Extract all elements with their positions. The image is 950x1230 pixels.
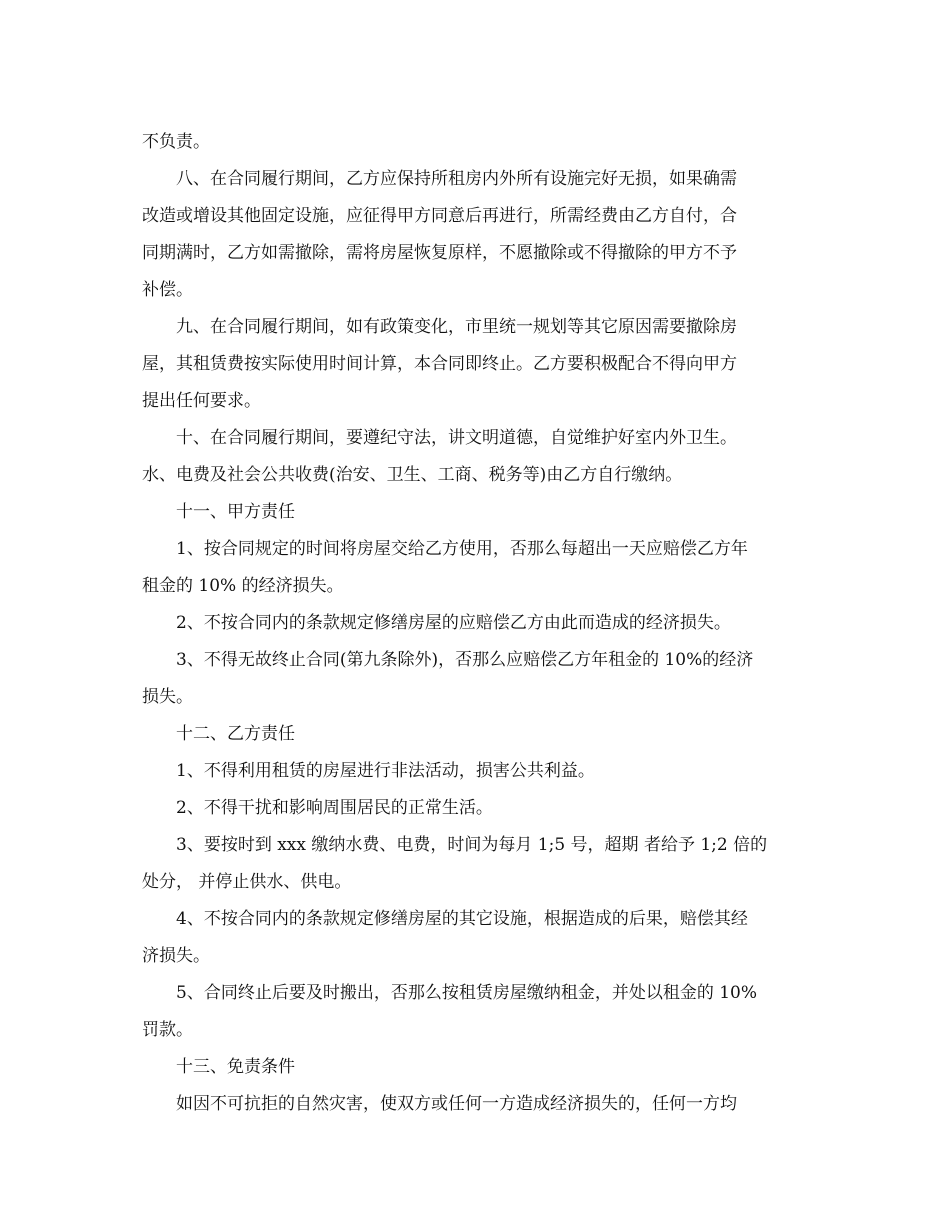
text-line: 十一、甲方责任 [176, 502, 295, 522]
text-line: 不负责。 [142, 132, 210, 152]
text-line: 损失。 [142, 687, 193, 707]
text-line: 水、电费及社会公共收费(治安、卫生、工商、税务等)由乙方自行缴纳。 [142, 465, 683, 485]
text-line: 十二、乙方责任 [176, 724, 295, 744]
document-body [142, 124, 808, 1123]
text-line: 八、在合同履行期间，乙方应保持所租房内外所有设施完好无损，如果确需 [176, 169, 737, 189]
text-line: 补偿。 [142, 280, 193, 300]
text-line: 租金的 10% 的经济损失。 [142, 576, 344, 596]
text-line: 屋，其租赁费按实际使用时间计算，本合同即终止。乙方要积极配合不得向甲方 [142, 354, 737, 374]
text-line: 4、不按合同内的条款规定修缮房屋的其它设施，根据造成的后果，赔偿其经 [176, 909, 748, 929]
text-line: 如因不可抗拒的自然灾害，使双方或任何一方造成经济损失的，任何一方均 [176, 1094, 737, 1114]
text-line: 2、不得干扰和影响周围居民的正常生活。 [176, 798, 493, 818]
text-line: 处分， 并停止供水、供电。 [142, 872, 352, 892]
text-line: 5、合同终止后要及时搬出，否那么按租赁房屋缴纳租金，并处以租金的 10% [176, 983, 758, 1003]
text-line: 十三、免责条件 [176, 1057, 295, 1077]
text-line: 3、不得无故终止合同(第九条除外)，否那么应赔偿乙方年租金的 10%的经济 [176, 650, 754, 670]
text-line: 1、不得利用租赁的房屋进行非法活动，损害公共利益。 [176, 761, 595, 781]
text-line: 改造或增设其他固定设施，应征得甲方同意后再进行，所需经费由乙方自付，合 [142, 206, 737, 226]
text-line: 1、按合同规定的时间将房屋交给乙方使用，否那么每超出一天应赔偿乙方年 [176, 539, 748, 559]
text-line: 罚款。 [142, 1020, 193, 1040]
text-line: 九、在合同履行期间，如有政策变化，市里统一规划等其它原因需要撤除房 [176, 317, 737, 337]
text-line: 2、不按合同内的条款规定修缮房屋的应赔偿乙方由此而造成的经济损失。 [176, 613, 731, 633]
text-line: 同期满时，乙方如需撤除，需将房屋恢复原样，不愿撤除或不得撤除的甲方不予 [142, 243, 737, 263]
text-line: 济损失。 [142, 946, 210, 966]
text-line: 提出任何要求。 [142, 391, 261, 411]
text-line: 3、要按时到 xxx 缴纳水费、电费，时间为每月 1;5 号，超期 者给予 1;2 倍的 [176, 835, 768, 855]
text-line: 十、在合同履行期间，要遵纪守法，讲文明道德，自觉维护好室内外卫生。 [176, 428, 737, 448]
